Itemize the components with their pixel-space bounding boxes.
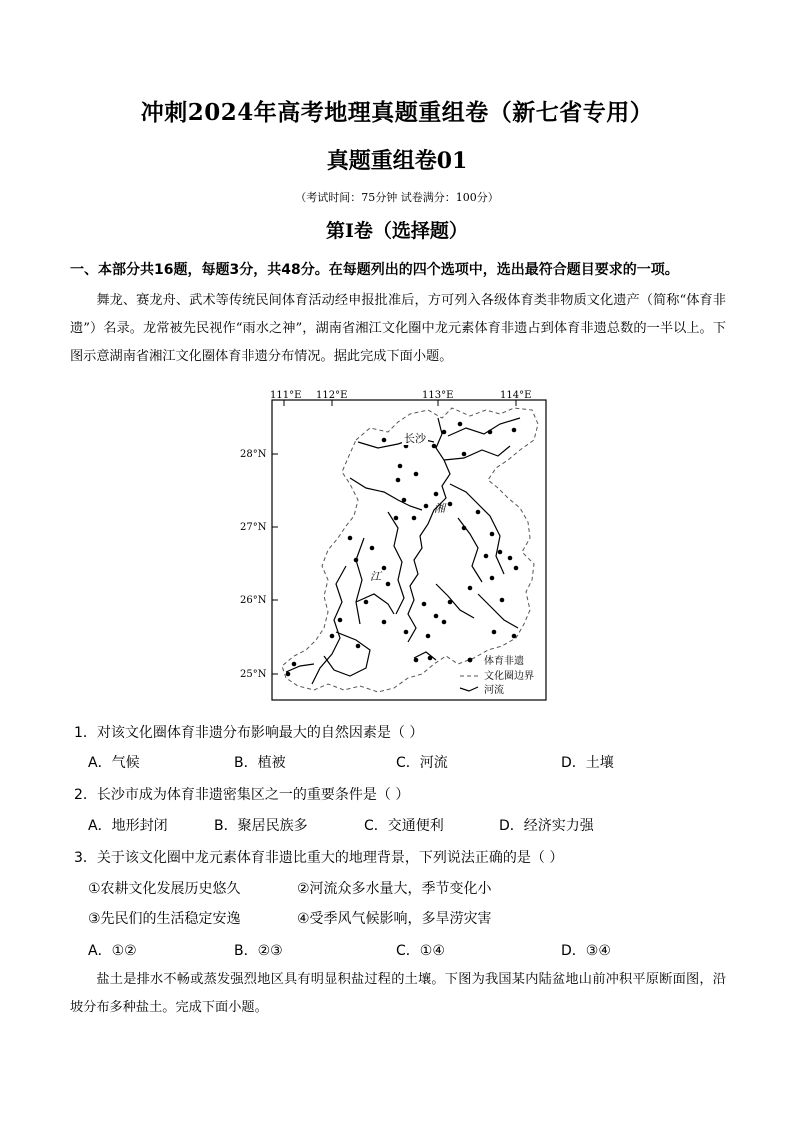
river-network	[286, 418, 520, 684]
q3-statement-1: ①农耕文化发展历史悠久	[88, 881, 241, 897]
q3-statement-2: ②河流众多水量大，季节变化小	[297, 881, 492, 897]
legend-river: 河流	[484, 685, 504, 696]
q3-statement-3: ③先民们的生活稳定安逸	[88, 911, 241, 927]
q3-option-c[interactable]: C．①④	[396, 943, 445, 959]
paper-title: 冲刺2024年高考地理真题重组卷（新七省专用）	[140, 99, 654, 126]
q3-statement-4: ④受季风气候影响，多旱涝灾害	[297, 911, 492, 927]
map-legend	[460, 654, 534, 696]
question-2-stem: 2．长沙市成为体育非遗密集区之一的重要条件是（ ）	[74, 787, 410, 803]
river-label-xiang: 湘	[434, 502, 445, 515]
passage-intro-2: 盐土是排水不畅或蒸发强烈地区具有明显积盐过程的土壤。下图为我国某内陆盆地山前冲积平原断面图，沿坡分布多种盐土。完成下面小题。	[70, 972, 726, 1015]
lat-ticks	[272, 454, 278, 674]
q1-option-a[interactable]: A．气候	[88, 755, 140, 771]
passage-intro-1: 舞龙、赛龙舟、武术等传统民间体育活动经申报批准后，方可列入各级体育类非物质文化遗产（简称“体育非遗”）名录。龙常被先民视作“雨水之神”，湖南省湘江文化圈中龙元素体育非遗占到体育非遗总数的一半以上。下图示意湖南省湘江文化圈体育非遗分布情况。据此完成下面小题。	[70, 293, 726, 364]
lon-label-111: 111°E	[270, 390, 302, 401]
q3-option-d[interactable]: D．③④	[561, 943, 611, 959]
lat-label-25: 25°N	[240, 669, 267, 680]
section-heading: 一、本部分共16题，每题3分，共48分。在每题列出的四个选项中，选出最符合题目要求的一项。	[70, 262, 679, 278]
lat-label-26: 26°N	[240, 595, 267, 606]
q2-option-b[interactable]: B．聚居民族多	[214, 818, 308, 834]
xiang-river-main	[408, 418, 450, 642]
question-3-stem: 3．关于该文化圈中龙元素体育非遗比重大的地理背景，下列说法正确的是（ ）	[74, 850, 564, 866]
legend-heritage: 体育非遗	[484, 656, 524, 667]
q1-option-d[interactable]: D．土壤	[561, 755, 614, 771]
lon-label-114: 114°E	[500, 390, 532, 401]
legend-river-symbol	[460, 687, 478, 691]
q2-option-a[interactable]: A．地形封闭	[88, 818, 168, 834]
q1-option-b[interactable]: B．植被	[234, 755, 286, 771]
legend-dot-symbol	[468, 658, 473, 663]
paper-subtitle: 真题重组卷01	[326, 148, 468, 174]
city-label-changsha: 长沙	[404, 432, 426, 445]
lat-label-28: 28°N	[240, 449, 267, 460]
q3-option-a[interactable]: A．①②	[88, 943, 137, 959]
lon-label-112: 112°E	[316, 390, 348, 401]
q2-option-d[interactable]: D．经济实力强	[499, 818, 594, 834]
q3-option-b[interactable]: B．②③	[234, 943, 283, 959]
lon-label-113: 113°E	[422, 390, 454, 401]
xiangjiang-map-figure	[238, 388, 560, 706]
volume-title: 第I卷（选择题）	[326, 220, 468, 242]
lat-label-27: 27°N	[240, 522, 267, 533]
q2-option-c[interactable]: C．交通便利	[364, 818, 444, 834]
question-1-stem: 1．对该文化圈体育非遗分布影响最大的自然因素是（ ）	[74, 725, 424, 741]
legend-boundary: 文化圈边界	[484, 671, 534, 682]
river-label-jiang: 江	[370, 570, 381, 583]
q1-option-c[interactable]: C．河流	[396, 755, 448, 771]
heritage-dots	[286, 422, 519, 677]
exam-info: （考试时间：75分钟 试卷满分：100分）	[295, 191, 499, 204]
